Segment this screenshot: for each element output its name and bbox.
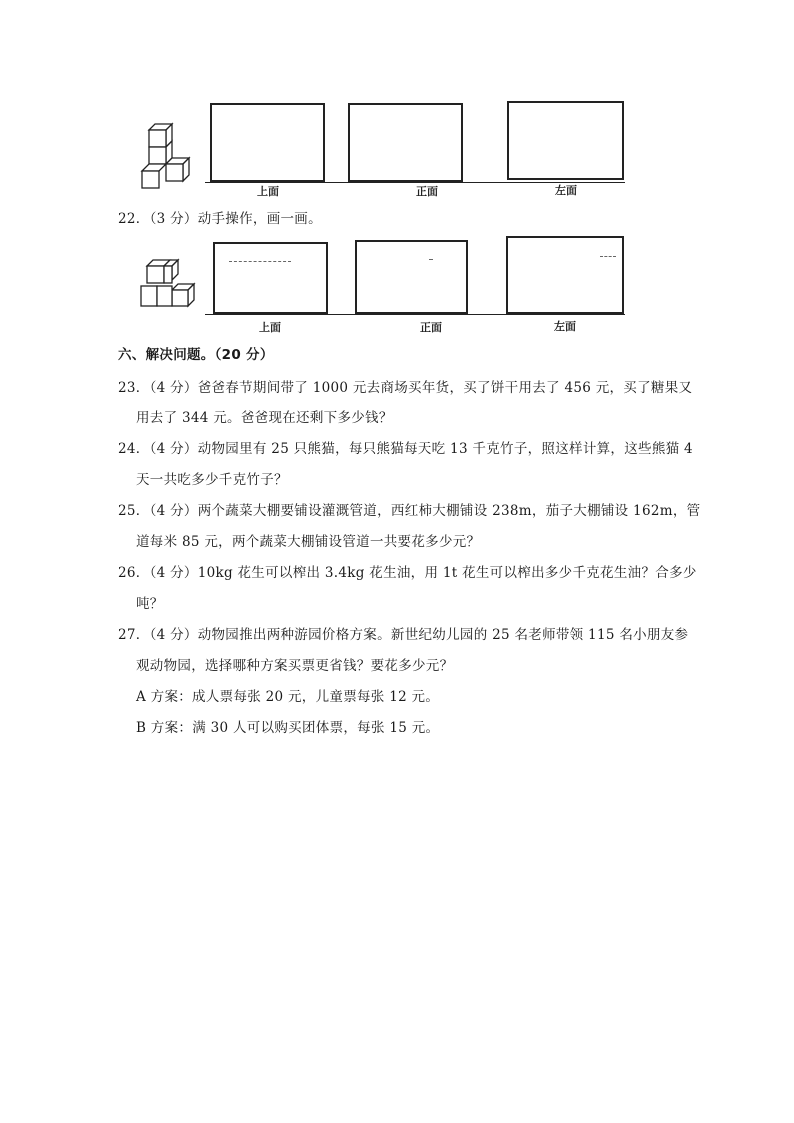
plan-b-text: B 方案：满 30 人可以购买团体票，每张 15 元。 (136, 720, 440, 736)
problem-25-line2: 道每米 85 元，两个蔬菜大棚铺设管道一共要花多少元？ (136, 534, 481, 550)
q21-left-view-label: 左面 (555, 184, 577, 197)
q22-left-view-dashes (600, 256, 616, 258)
q21-front-view-box (348, 103, 463, 182)
q22-front-view-label: 正面 (420, 321, 442, 334)
problem-23-line1: 23．（4 分）爸爸春节期间带了 1000 元去商场买年货，买了饼干用去了 456 元，买了糖果又 (118, 380, 693, 396)
q21-cube-figure (140, 124, 196, 194)
problem-27-line1: 27．（4 分）动物园推出两种游园价格方案。新世纪幼儿园的 25 名老师带领 115 名小朋友参 (118, 627, 689, 643)
q22-top-view-dashes (229, 261, 291, 263)
problem-26-line1: 26．（4 分）10kg 花生可以榨出 3.4kg 花生油，用 1t 花生可以榨出多少千克花生油？合多少 (118, 565, 697, 581)
problem-23-line2: 用去了 344 元。爸爸现在还剩下多少钱？ (136, 410, 393, 426)
q22-baseline (205, 314, 625, 315)
q22-top-view-label: 上面 (259, 321, 281, 334)
problem-27-line2: 观动物园，选择哪种方案买票更省钱？要花多少元？ (136, 658, 454, 674)
q22-top-view-box (213, 242, 328, 314)
q21-top-view-label: 上面 (257, 185, 279, 198)
problem-24-line2: 天一共吃多少千克竹子？ (136, 472, 288, 488)
problem-25-line1: 25．（4 分）两个蔬菜大棚要铺设灌溉管道，西红柿大棚铺设 238m，茄子大棚铺设 162m，管 (118, 503, 701, 519)
q22-left-view-label: 左面 (554, 320, 576, 333)
q22-left-view-box (506, 236, 624, 314)
plan-a-text: A 方案：成人票每张 20 元，儿童票每张 12 元。 (136, 689, 440, 705)
q21-front-view-label: 正面 (416, 185, 438, 198)
problem-24-line1: 24．（4 分）动物园里有 25 只熊猫，每只熊猫每天吃 13 千克竹子，照这样计算，这些熊猫 4 (118, 441, 693, 457)
q22-front-view-box (355, 240, 468, 314)
q21-left-view-box (507, 101, 624, 180)
section6-heading: 六、解决问题。（20 分） (118, 347, 274, 363)
q22-front-view-dash (429, 259, 433, 261)
q21-baseline (205, 182, 625, 183)
q22-cube-figure (138, 260, 194, 312)
problem-26-line2: 吨？ (136, 596, 164, 612)
q21-top-view-box (210, 103, 325, 182)
q22-text: 22．（3 分）动手操作，画一画。 (118, 211, 322, 227)
